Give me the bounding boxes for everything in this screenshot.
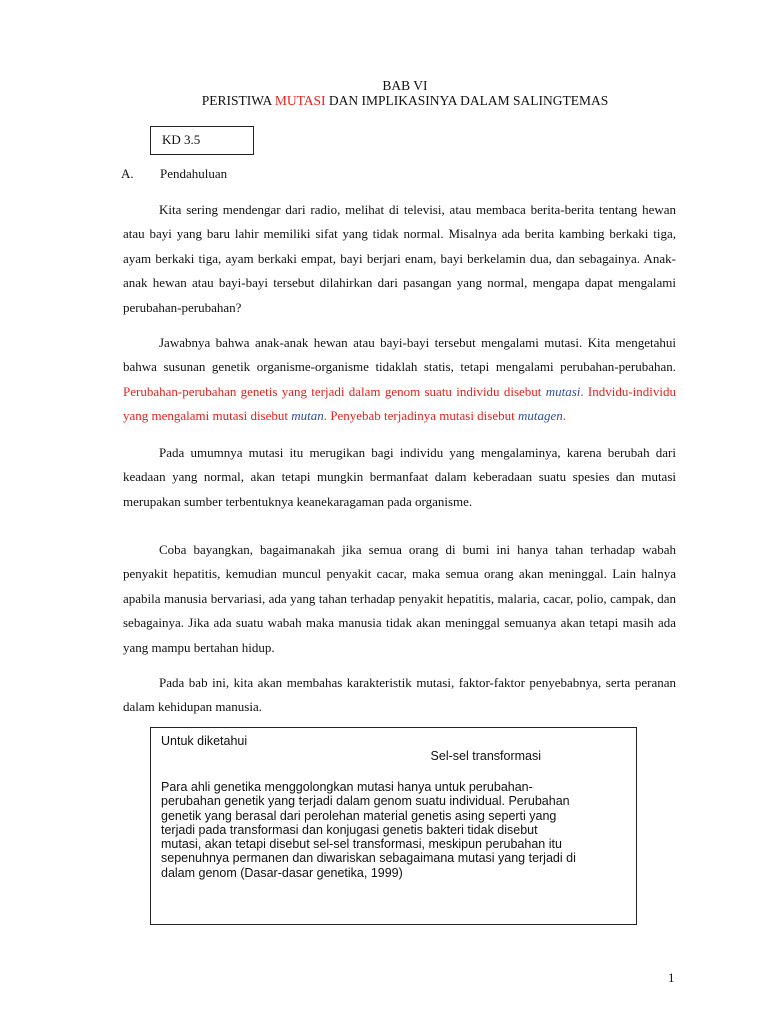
info-box-line: dalam genom (Dasar-dasar genetika, 1999) (161, 865, 403, 880)
paragraph-mutation-effects: Pada umumnya mutasi itu merugikan bagi individu yang mengalaminya, karena berubah dari keadaan yang normal, akan tetapi mungkin bermanfaat dalam keberadaan suatu spesies dan mutasi merupakan sumber terbentuknya keanekaragaman pada organisme. (123, 445, 676, 509)
chapter-title (0, 93, 768, 109)
p2-red-4: . (562, 408, 567, 424)
info-box-line: terjadi pada transformasi dan konjugasi genetis bakteri tidak disebut (161, 822, 538, 837)
page-number: 1 (668, 970, 675, 985)
chapter-title-highlight: MUTASI (274, 93, 326, 108)
info-box-line: mutasi, akan tetapi disebut sel-sel transformasi, meskipun perubahan itu (161, 837, 562, 852)
chapter-title-part2: DAN IMPLIKASINYA DALAM SALINGTEMAS (325, 93, 609, 108)
info-box-line: genetik yang berasal dari perolehan material genetis asing seperti yang (161, 808, 557, 823)
kd-box: KD 3.5 (150, 126, 254, 155)
section-title: Pendahuluan (160, 166, 228, 181)
info-box-text (161, 780, 627, 880)
paragraph-chapter-scope: Pada bab ini, kita akan membahas karakteristik mutasi, faktor-faktor penyebabnya, serta peranan dalam kehidupan manusia. (123, 675, 676, 715)
info-box-title: Sel-sel transformasi (430, 749, 541, 763)
term-mutan: mutan (291, 408, 324, 424)
p2-red-1: Perubahan-perubahan genetis yang terjadi dalam genom suatu individu disebut (123, 383, 546, 399)
section-number: A. (121, 166, 134, 181)
term-mutasi: mutasi (545, 383, 581, 399)
paragraph-mutation-definition (123, 331, 676, 429)
info-box-line: sepenuhnya permanen dan diwariskan sebagaimana mutasi yang terjadi di (161, 851, 576, 866)
p2-red-2: . Indvidu-individu yang mengalami mutasi disebut (123, 383, 677, 424)
p2-text-1: Jawabnya bahwa anak-anak hewan atau bayi-bayi tersebut mengalami mutasi. Kita mengetahui bahwa susunan genetik organisme-organisme tidaklah statis, tetapi mengalami perubahan-perubahan. (123, 335, 676, 375)
chapter-title-part1: PERISTIWA (201, 93, 275, 108)
paragraph-intro: Kita sering mendengar dari radio, melihat di televisi, atau membaca berita-berita tentang hewan atau bayi yang baru lahir memiliki sifat yang tidak normal. Misalnya ada berita kambing berkaki tiga, ayam berkaki tiga, ayam berkaki empat, bayi berjari enam, bayi berkelamin dua, dan sebagainya. Anak-anak hewan atau bayi-bayi tersebut dilahirkan dari pasangan yang normal, mengapa dapat mengalami perubahan-perubahan? (123, 202, 676, 315)
info-box-label: Untuk diketahui (161, 734, 248, 748)
info-box-line: perubahan genetik yang terjadi dalam genom suatu individual. Perubahan (161, 794, 570, 809)
term-mutagen: mutagen (517, 408, 563, 424)
paragraph-imagine: Coba bayangkan, bagaimanakah jika semua orang di bumi ini hanya tahan terhadap wabah penyakit hepatitis, kemudian muncul penyakit cacar, maka semua orang akan meninggal. Lain halnya apabila manusia bervariasi, ada yang tahan terhadap penyakit hepatitis, malaria, cacar, polio, campak, dan sebagainya. Jika ada suatu wabah maka manusia tidak akan meninggal semuanya akan tetapi masih ada yang mampu bertahan hidup. (123, 542, 676, 655)
info-box (150, 727, 637, 925)
chapter-label: BAB VI (382, 78, 428, 93)
info-box-line: Para ahli genetika menggolongkan mutasi hanya untuk perubahan- (161, 780, 533, 794)
p2-red-3: . Penyebab terjadinya mutasi disebut (323, 408, 518, 424)
